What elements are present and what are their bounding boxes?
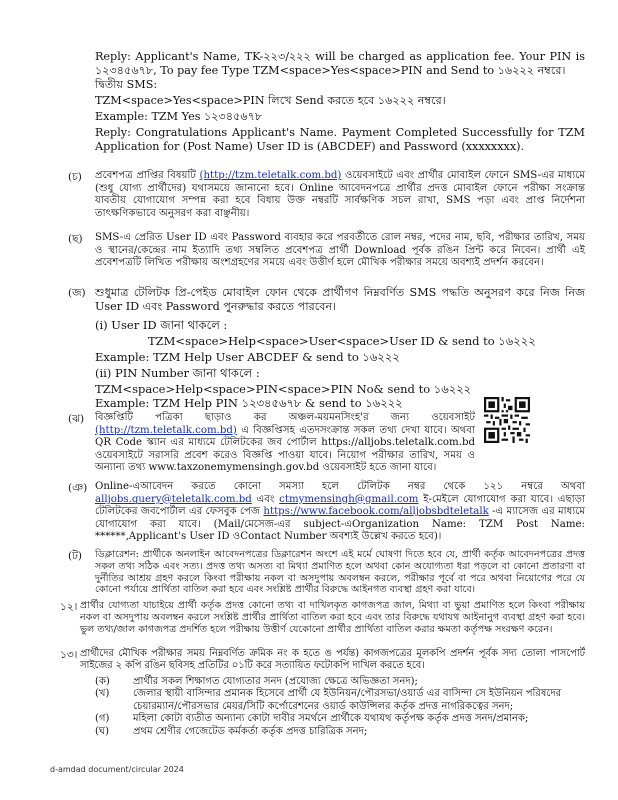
tzm-website-link-2[interactable]: (http://tzm.teletalk.com.bd) <box>95 424 237 436</box>
item-ta-text: ডিক্লারেশন: প্রার্থীকে অনলাইন আবেদনপত্রের ডিক্লারেশন অংশে এই মর্মে ঘোষণা দিতে হবে যে, প্রার্থী কর্তৃক আবেদনপত্রের প্রদত্ত সকল তথ্য সঠিক এবং সত্য। প্রদত্ত তথ্য অসত্য বা মিথ্যা প্রমাণিত হলে অথবা কোন অযোগ্যতা ধরা পড়লে বা কোনো প্রতারণা বা দুর্নীতির আশ্রয় গ্রহণ করলে কিংবা পরীক্ষায় নকল বা অসদুপায় অবলম্বন করলে, পরীক্ষার পূর্বে বা পরে অথবা নিয়োগের পরে যে কোনো পর্যায়ে প্রার্থিতা বাতিল করা হবে এবং সংশ্লিষ্ট প্রার্থীর বিরুদ্ধে আইনগত ব্যবস্থা গ্রহণ করা যাবে। <box>95 549 585 596</box>
pin-heading: (ii) PIN Number জানা থাকলে : <box>95 366 260 380</box>
list-item <box>95 676 585 688</box>
tzm-yes-instruction: TZM<space>Yes<space>PIN লিখে Send করতে হবে ১৬২২২ নম্বরে। <box>95 94 446 107</box>
documents-list <box>95 676 585 738</box>
item-13-text: প্রার্থীদের মৌখিক পরীক্ষার সময় নিম্নবর্ণিত ক্রমিক নং ক হতে ঙ পর্যন্ত) কাগজপত্রের মূলকপি প্রদর্শন পূর্বক সদ্য তোলা পাসপোর্ট সাইজের ২ কপি রঙিন ছবিসহ প্রতিটির ০১টি করে সত্যায়িত ফটোকপি দাখিল করতে হবে। <box>80 648 585 671</box>
list-item-text: মহিলা কোটা ব্যতীত অন্যান্য কোটা দাবীর সমর্থনে প্রার্থীকে যথাযথ কর্তৃপক্ষ কর্তৃক প্রদত্ত সনদ/প্রমানক; <box>133 713 529 725</box>
list-item <box>95 688 585 713</box>
qr-code-icon[interactable] <box>484 397 530 443</box>
item-ta-number: (ট) <box>68 550 82 562</box>
reply-text-1: Reply: Applicant's Name, TK-২২৩/২২২ will be charged as application fee. Your PIN is ১২৩৪৫৬৭৮, To pay fee Type TZM<space>Yes<space>PIN and Send to ১৬২২২ নম্বরে। <box>95 50 585 77</box>
list-item-text: প্রার্থীর সকল শিক্ষাগত যোগ্যতার সনদ (প্রযোজ্য ক্ষেত্রে অভিজ্ঞতা সনদ); <box>133 676 418 687</box>
item-nya-number: (ঞ) <box>68 482 88 494</box>
reply-text-2: Reply: Congratulations Applicant's Name. Payment Completed Successfully for TZM Application for (Post Name) User ID is (ABCDEF) and Password (xxxxxxxx). <box>95 126 585 153</box>
item-jha-text-b: এ বিজ্ঞপ্তিসহ এতদসংক্রান্ত সকল তথ্য দেখা যাবে। অথবা QR Code স্ক্যান এর মাধ্যমে টেলিটকের জব পোর্টাল https://alljobs.teletalk.com.bd ওয়েবসাইটে সরাসরি প্রবেশ করেও বিজ্ঞপ্তি পাওয়া যাবে। নিয়োগ পরীক্ষার তারিখ, সময় ও অন্যান্য তথ্য www.taxzonemymensingh.gov.bd ওয়েবসাইট হতে জানা যাবে। <box>95 424 475 474</box>
list-item-key: (ঘ) <box>95 725 109 737</box>
item-13-number: ১৩। <box>60 649 78 661</box>
item-cha-text-a: প্রবেশপত্র প্রাপ্তির বিষয়টি <box>95 170 196 181</box>
item-chha-number: (ছ) <box>68 233 83 245</box>
footer-text: d-amdad document/circular 2024 <box>50 765 184 774</box>
item-chha-text: SMS-এ প্রেরিত User ID এবং Password ব্যবহার করে পরবর্তীতে রোল নম্বর, পদের নাম, ছবি, পরীক্ষার তারিখ, সময় ও স্থানের/কেন্দ্রের নাম ইত্যাদি তথ্য সম্বলিত প্রবেশপত্র প্রার্থী Download পূর্বক রঙিন প্রিন্ট করে নিবেন। প্রার্থী এই প্রবেশপত্রটি লিখিত পরীক্ষায় অংশগ্রহণের সময়ে এবং উত্তীর্ণ হলে মৌখিক পরীক্ষার সময়ে অবশ্যই প্রদর্শন করবেন। <box>95 232 585 269</box>
pin-command: TZM<space>Help<space>PIN<space>PIN No& send to ১৬২২২ <box>95 382 472 396</box>
item-12-number: ১২। <box>60 601 78 613</box>
item-jha-text <box>95 412 475 475</box>
item-nya-text-d: -এ ম্যাসেজ এর মাধ্যমে যোগাযোগ করা যাবে। (Mail/মেসেজ-এর subject-এOrganization Name: TZM Post Name: ******,Applicant's User ID ওContact Number অবশ্যই উল্লেখ করতে হবে)। <box>95 506 585 543</box>
list-item-text: জেলার স্থায়ী বাসিন্দার প্রমানক হিসেবে প্রার্থী যে ইউনিয়ন/পৌরসভা/ওয়ার্ড এর বাসিন্দা সে ইউনিয়ন পরিষদের চেয়ারম্যান/পৌরসভার মেয়র/সিটি কর্পোরেশনের ওয়ার্ড কাউন্সিলর কর্তৃক প্রদত্ত নাগরিকত্বের সনদ; <box>133 688 562 712</box>
item-jha-text-a: বিজ্ঞপ্তিটি পত্রিকা ছাড়াও কর অঞ্চল-ময়মনসিংহ'র জন্য ওয়েবসাইট <box>95 412 475 423</box>
item-nya-text-a: Online-এআবেদন করতে কোনো সমস্যা হলে টেলিটক নম্বর থেকে ১২১ নম্বরে অথবা <box>95 481 585 492</box>
example-yes: Example: TZM Yes ১২৩৪৫৬৭৮ <box>95 110 263 123</box>
ct-email-link[interactable]: ctmymensingh@gmail.com <box>279 493 419 505</box>
item-nya-text-b: এবং <box>256 493 275 505</box>
item-nya-text <box>95 481 585 544</box>
pin-example: Example: TZM Help PIN ১২৩৪৫৬৭৮ & send to ১৬২২২ <box>95 396 403 410</box>
list-item-text: প্রথম শ্রেণীর গেজেটেড কর্মকর্তা কর্তৃক প্রদত্ত চারিত্রিক সনদ; <box>133 725 368 737</box>
userid-heading: (i) User ID জানা থাকলে : <box>95 318 228 332</box>
item-cha-text <box>95 170 585 220</box>
list-item-key: (খ) <box>95 688 110 700</box>
item-nya-text-c: ই-মেইলে যোগাযোগ করা যাবে। এছাড়া টেলিটকের জবপোর্টাল এর ফেসবুক পেজ <box>95 493 585 518</box>
item-ja-number: (জ) <box>68 287 86 299</box>
item-jha-number: (ঝ) <box>68 413 85 425</box>
item-ja-text: শুধুমাত্র টেলিটক প্রি-পেইড মোবাইল ফোন থেকে প্রার্থীগণ নিম্নবর্ণিত SMS পদ্ধতি অনুসরণ করে নিজ নিজ User ID এবং Password পুনরুদ্ধার করতে পারবেন। <box>95 286 585 313</box>
tzm-website-link[interactable]: (http://tzm.teletalk.com.bd) <box>199 170 342 181</box>
item-cha-number: (চ) <box>68 171 82 183</box>
item-12-text: প্রার্থীর যোগ্যতা যাচাইয়ে প্রার্থী কর্তৃক প্রদত্ত কোনো তথ্য বা দাখিলকৃত কাগজপত্র জাল, মিথ্যা বা ভুয়া প্রমাণিত হলে কিংবা পরীক্ষায় নকল বা অসদুপায় অবলম্বন করলে সংশ্লিষ্ট প্রার্থীর প্রার্থিতা বাতিল করা হবে এবং তার বিরুদ্ধে যথাযথ আইনানুগ ব্যবস্থা গ্রহণ করা হবে। ভুল তথ্য/জাল কাগজপত্র প্রদর্শিত হলে পরীক্ষায় উত্তীর্ণ যেকোনো প্রার্থীর প্রার্থিতা বাতিল করার ক্ষমতা কর্তৃপক্ষ সংরক্ষণ করেন। <box>80 600 585 635</box>
second-sms-label: দ্বিতীয় SMS: <box>95 78 158 91</box>
teletalk-email-link[interactable]: alljobs.query@teletalk.com.bd <box>95 493 252 505</box>
list-item <box>95 713 585 725</box>
list-item-key: (ক) <box>95 676 110 687</box>
facebook-page-link[interactable]: https://www.facebook.com/alljobsbdteletalk <box>263 506 489 518</box>
list-item-key: (গ) <box>95 713 110 725</box>
list-item <box>95 726 585 738</box>
userid-command: TZM<space>Help<space>User<space>User ID & send to ১৬২২২ <box>148 334 536 348</box>
item-cha-text-b: ওয়েবসাইটে এবং প্রার্থীর মোবাইল ফোনে SMS-এর মাধ্যমে (শুধু যোগ্য প্রার্থীদের) যথাসময়ে জানানো হবে। Online আবেদনপত্রে প্রার্থীর প্রদত্ত মোবাইল ফোনে পরীক্ষা সংক্রান্ত যাবতীয় যোগাযোগ সম্পন্ন করা হবে বিধায় উক্ত নম্বরটি সার্বক্ষণিক সচল রাখা, SMS পড়া এবং প্রাপ্ত নির্দেশনা তাৎক্ষণিকভাবে অনুসরণ করা বাঞ্ছনীয়। <box>95 170 585 219</box>
userid-example: Example: TZM Help User ABCDEF & send to ১৬২২২ <box>95 350 400 364</box>
